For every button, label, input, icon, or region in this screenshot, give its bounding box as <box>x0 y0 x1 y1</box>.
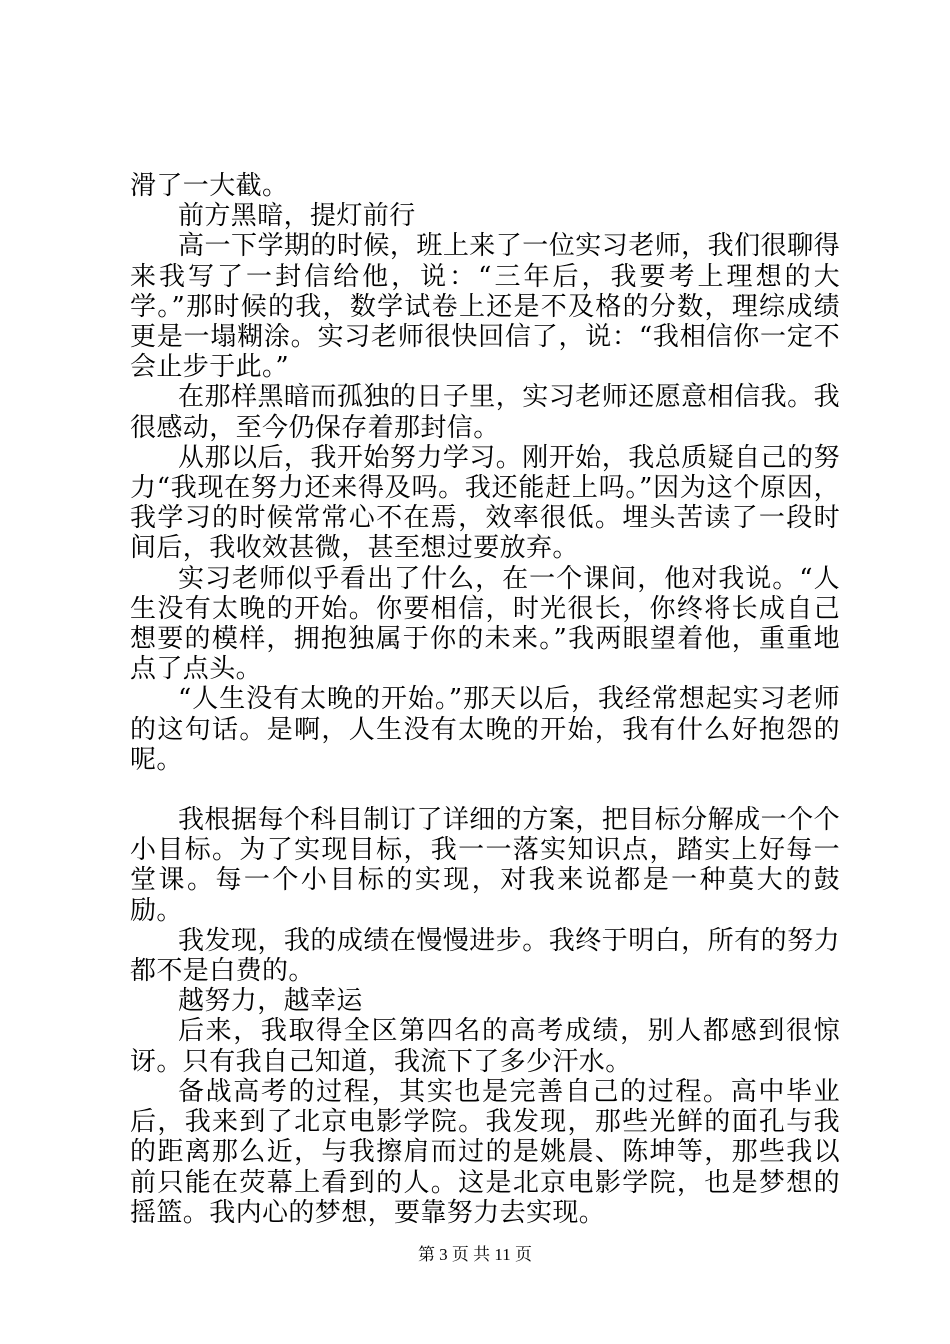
paragraph-10: 后来，我取得全区第四名的高考成绩，别人都感到很惊讶。只有我自己知道，我流下了多少汗水。 <box>130 1016 840 1077</box>
page-number-footer: 第 3 页 共 11 页 <box>417 1245 533 1264</box>
paragraph-6: “人生没有太晚的开始。”那天以后，我经常想起实习老师的这句话。是啊，人生没有太晚的开始，我有什么好抱怨的呢。 <box>130 684 840 775</box>
paragraph-3: 在那样黑暗而孤独的日子里，实习老师还愿意相信我。我很感动，至今仍保存着那封信。 <box>130 382 840 443</box>
paragraph-11: 备战高考的过程，其实也是完善自己的过程。高中毕业后，我来到了北京电影学院。我发现，那些光鲜的面孔与我的距离那么近，与我擦肩而过的是姚晨、陈坤等，那些我以前只能在荧幕上看到的人。这是北京电影学院，也是梦想的摇篮。我内心的梦想，要靠努力去实现。 <box>130 1076 840 1228</box>
paragraph-7: 我根据每个科目制订了详细的方案，把目标分解成一个个小目标。为了实现目标，我一一落实知识点，踏实上好每一堂课。每一个小目标的实现，对我来说都是一种莫大的鼓励。 <box>130 805 840 926</box>
paragraph-8: 我发现，我的成绩在慢慢进步。我终于明白，所有的努力都不是白费的。 <box>130 925 840 987</box>
paragraph-0: 滑了一大截。 <box>130 171 289 201</box>
paragraph-4: 从那以后，我开始努力学习。刚开始，我总质疑自己的努力“我现在努力还来得及吗。我还能赶上吗。”因为这个原因，我学习的时候常常心不在焉，效率很低。埋头苦读了一段时间后，我收效甚微，甚至想过要放弃。 <box>130 442 840 564</box>
paragraph-5: 实习老师似乎看出了什么，在一个课间，他对我说。“人生没有太晚的开始。你要相信，时光很长，你终将长成自己想要的模样，拥抱独属于你的未来。”我两眼望着他，重重地点了点头。 <box>130 563 840 685</box>
paragraph-2: 高一下学期的时候，班上来了一位实习老师，我们很聊得来我写了一封信给他，说：“三年后，我要考上理想的大学。”那时候的我，数学试卷上还是不及格的分数，理综成绩更是一塌糊涂。实习老师很快回信了，说：“我相信你一定不会止步于此。” <box>130 231 840 383</box>
section-heading-lamp: 前方黑暗，提灯前行 <box>178 201 416 232</box>
section-heading-effort: 越努力，越幸运 <box>178 986 363 1017</box>
document-body <box>130 171 840 1228</box>
